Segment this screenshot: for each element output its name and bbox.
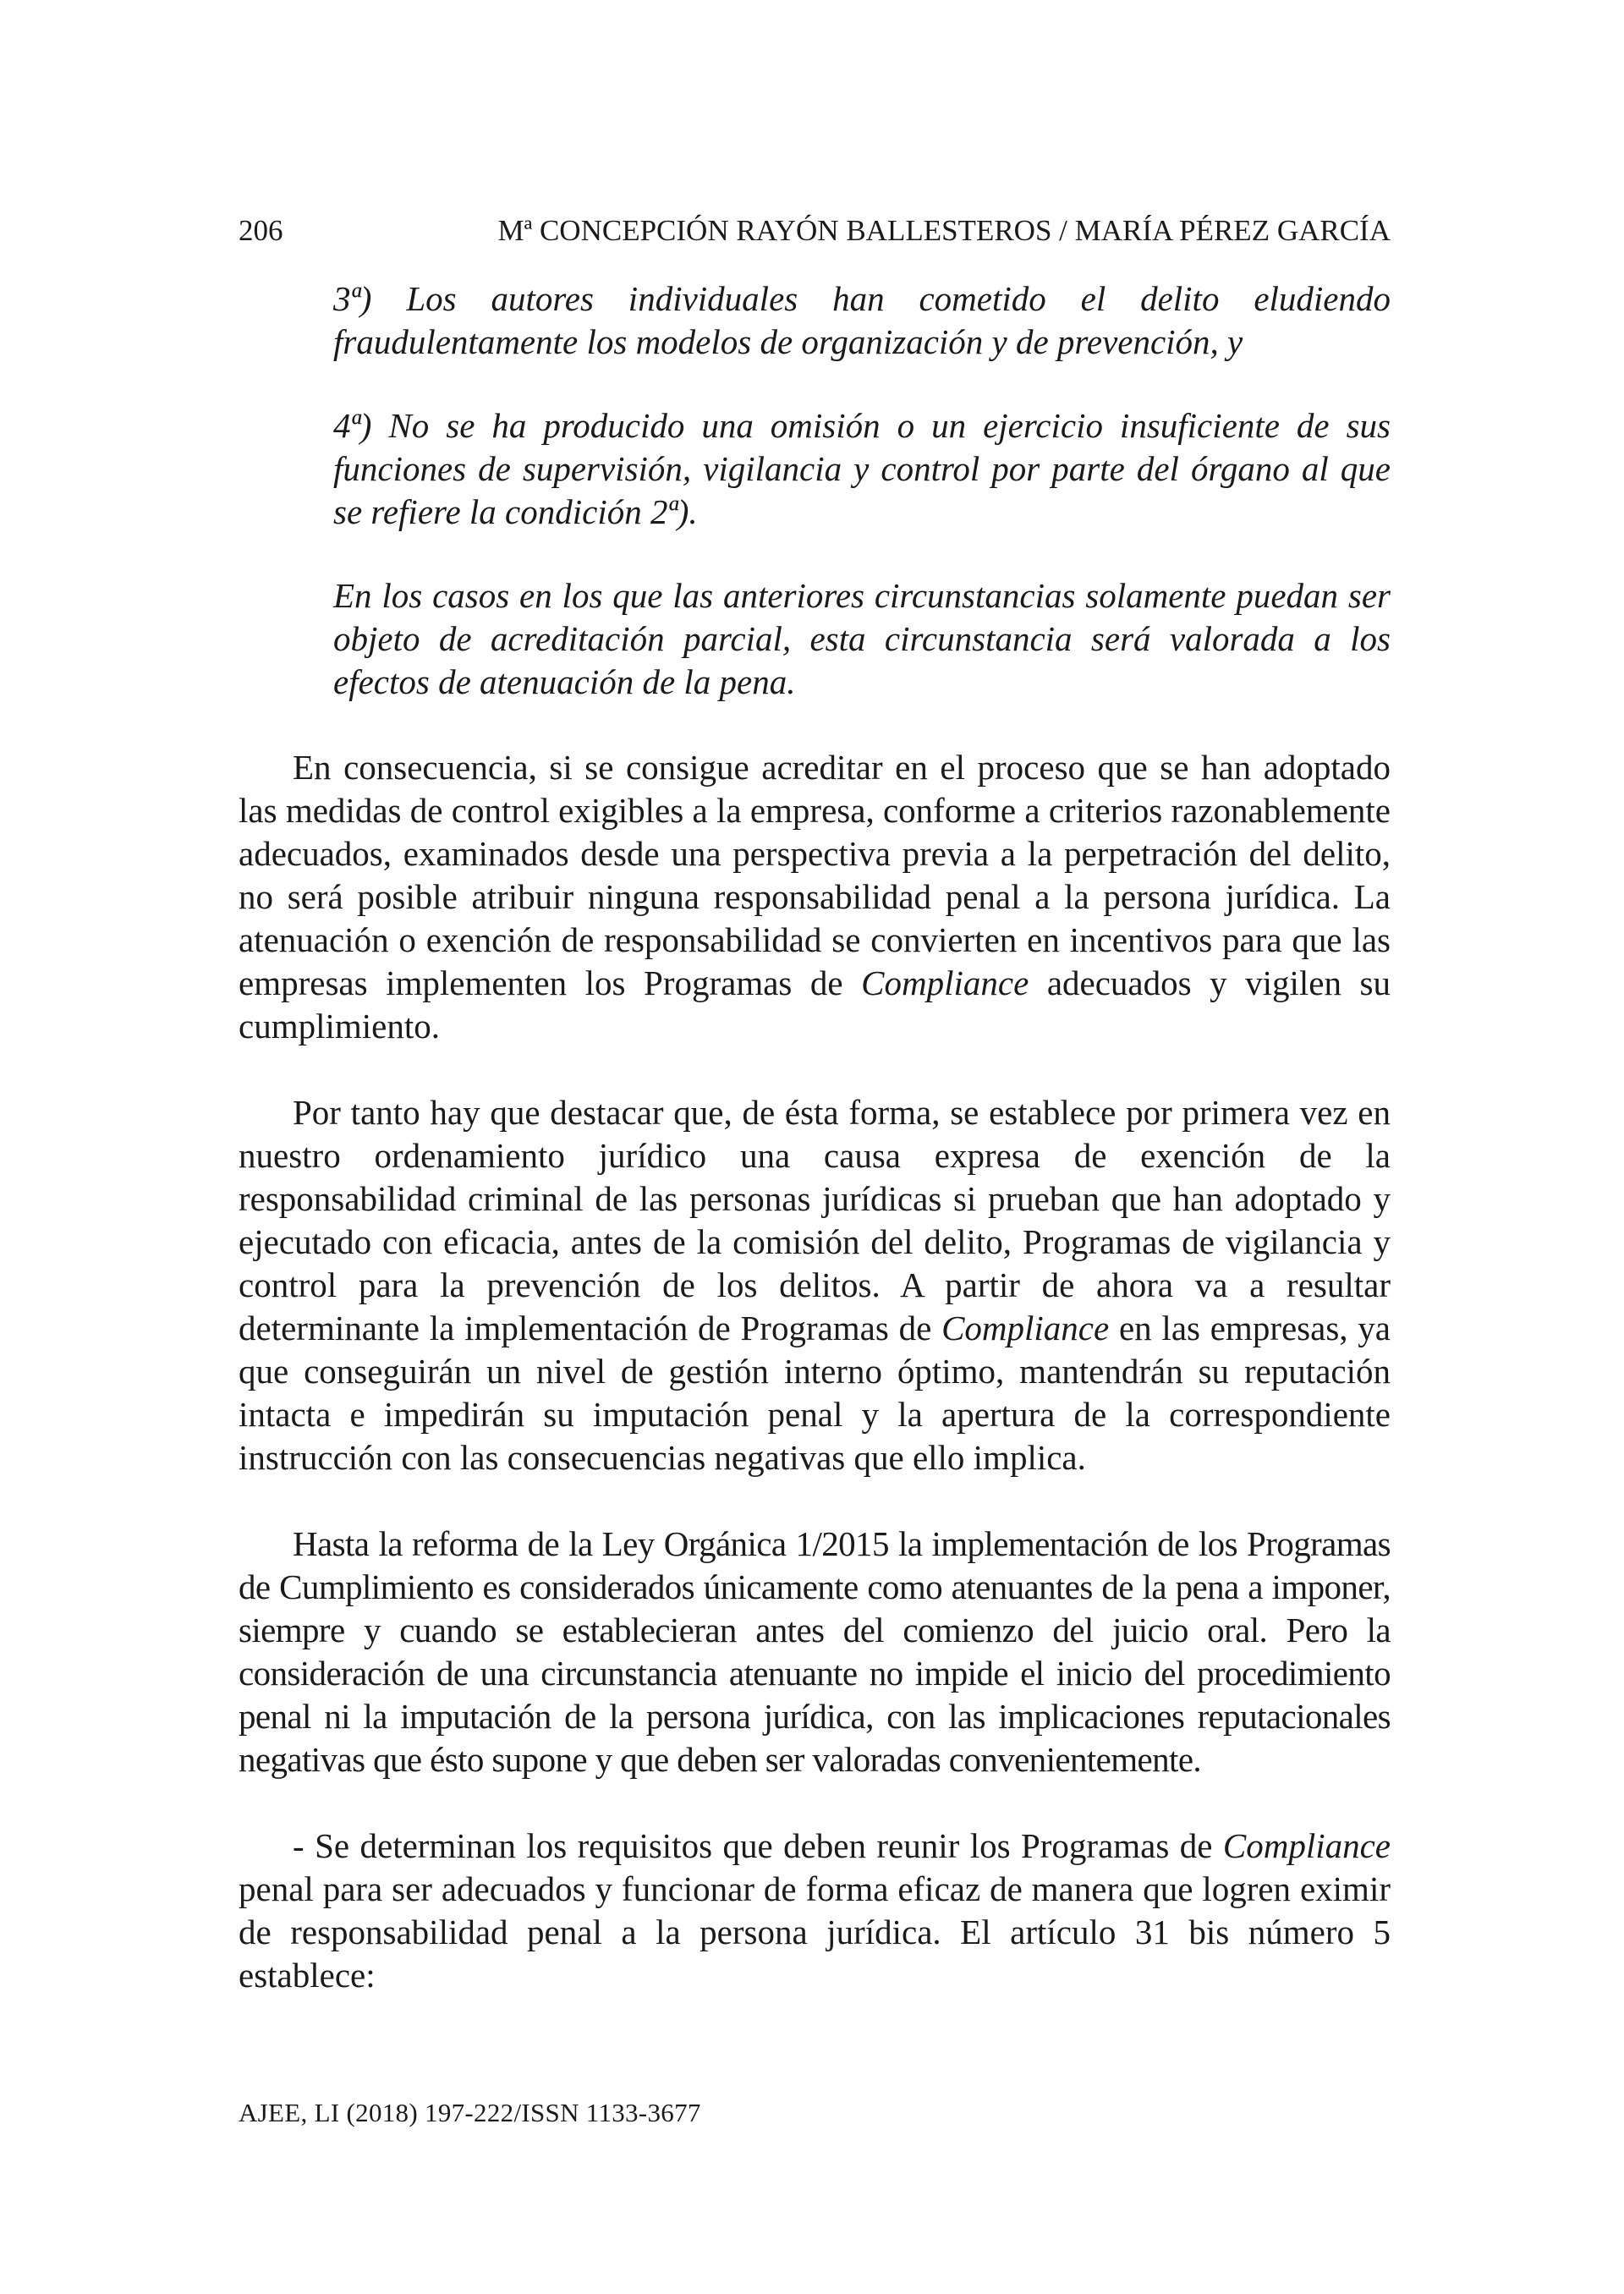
p1-compliance-term: Compliance xyxy=(861,963,1029,1002)
body-paragraph-3: Hasta la reforma de la Ley Orgánica 1/2015 la implementación de los Programas de Cumplimiento es considerados únicamente como atenuantes de la pena a imponer, siempre y cuando se establecieran antes del comienzo del juicio oral. Pero la consideración de una circunstancia atenuante no impide el inicio del procedimiento penal ni la imputación de la persona jurídica, con las implicaciones reputacionales negativas que ésto supone y que deben ser valoradas convenientemente. xyxy=(239,1524,1391,1779)
p2-text-end: en las empresas, ya que conseguirán un nivel de gestión interno óptimo, mantendrán su reputación intacta e impedirán su imputación penal y la apertura de la correspondiente instrucción con las consecuencias negativas que ello implica. xyxy=(239,1309,1391,1477)
p1-text-start: En consecuencia, si se consigue acreditar en el proceso que se han adoptado las medidas de control exigibles a la empresa, conforme a criterios razonablemente adecuados, examinados desde una perspectiva previa a la perpetración del delito, no será posible atribuir ninguna responsabilidad penal a la persona jurídica. La atenuación o exención de responsabilidad se convierten en incentivos para que las empresas implementen los Programas de xyxy=(239,748,1391,1002)
p2-text-start: Por tanto hay que destacar que, de ésta forma, se establece por primera vez en nuestro ordenamiento jurídico una causa expresa de exención de la responsabilidad criminal de las personas jurídicas si prueban que han adoptado y ejecutado con eficacia, antes de la comisión del delito, Programas de vigilancia y control para la prevención de los delitos. A partir de ahora va a resultar determinante la implementación de Programas de xyxy=(239,1093,1391,1347)
p4-compliance-term: Compliance xyxy=(1222,1826,1391,1865)
p2-compliance-term: Compliance xyxy=(941,1309,1110,1347)
p1-text-end: adecuados y vigilen su cumplimiento. xyxy=(239,963,1391,1045)
journal-citation-footer: AJEE, LI (2018) 197-222/ISSN 1133-3677 xyxy=(239,2098,701,2127)
quote-item-3: 3ª) Los autores individuales han cometido el delito eludiendo fraudulentamente los modelos de organización y de prevención, y xyxy=(333,279,1391,361)
legal-quote-block xyxy=(333,277,1391,704)
body-paragraph-4 xyxy=(239,1825,1391,1997)
quote-closing: En los casos en los que las anteriores circunstancias solamente puedan ser objeto de acreditación parcial, esta circunstancia será valorada a los efectos de atenuación de la pena. xyxy=(333,576,1391,701)
p4-text-end: penal para ser adecuados y funcionar de forma eficaz de manera que logren eximir de responsabilidad penal a la persona jurídica. El artículo 31 bis número 5 establece: xyxy=(239,1869,1391,1995)
page-content xyxy=(239,277,1391,2040)
page-number: 206 xyxy=(239,214,283,247)
p4-text-start: - Se determinan los requisitos que deben reunir los Programas de xyxy=(293,1826,1223,1865)
page-header xyxy=(239,210,1391,252)
running-head-authors: Mª CONCEPCIÓN RAYÓN BALLESTEROS / MARÍA PÉREZ GARCÍA xyxy=(497,214,1391,247)
quote-item-4: 4ª) No se ha producido una omisión o un ejercicio insuficiente de sus funciones de supervisión, vigilancia y control por parte del órgano al que se refiere la condición 2ª). xyxy=(333,406,1391,531)
body-paragraph-1 xyxy=(239,746,1391,1048)
body-paragraph-2 xyxy=(239,1091,1391,1479)
